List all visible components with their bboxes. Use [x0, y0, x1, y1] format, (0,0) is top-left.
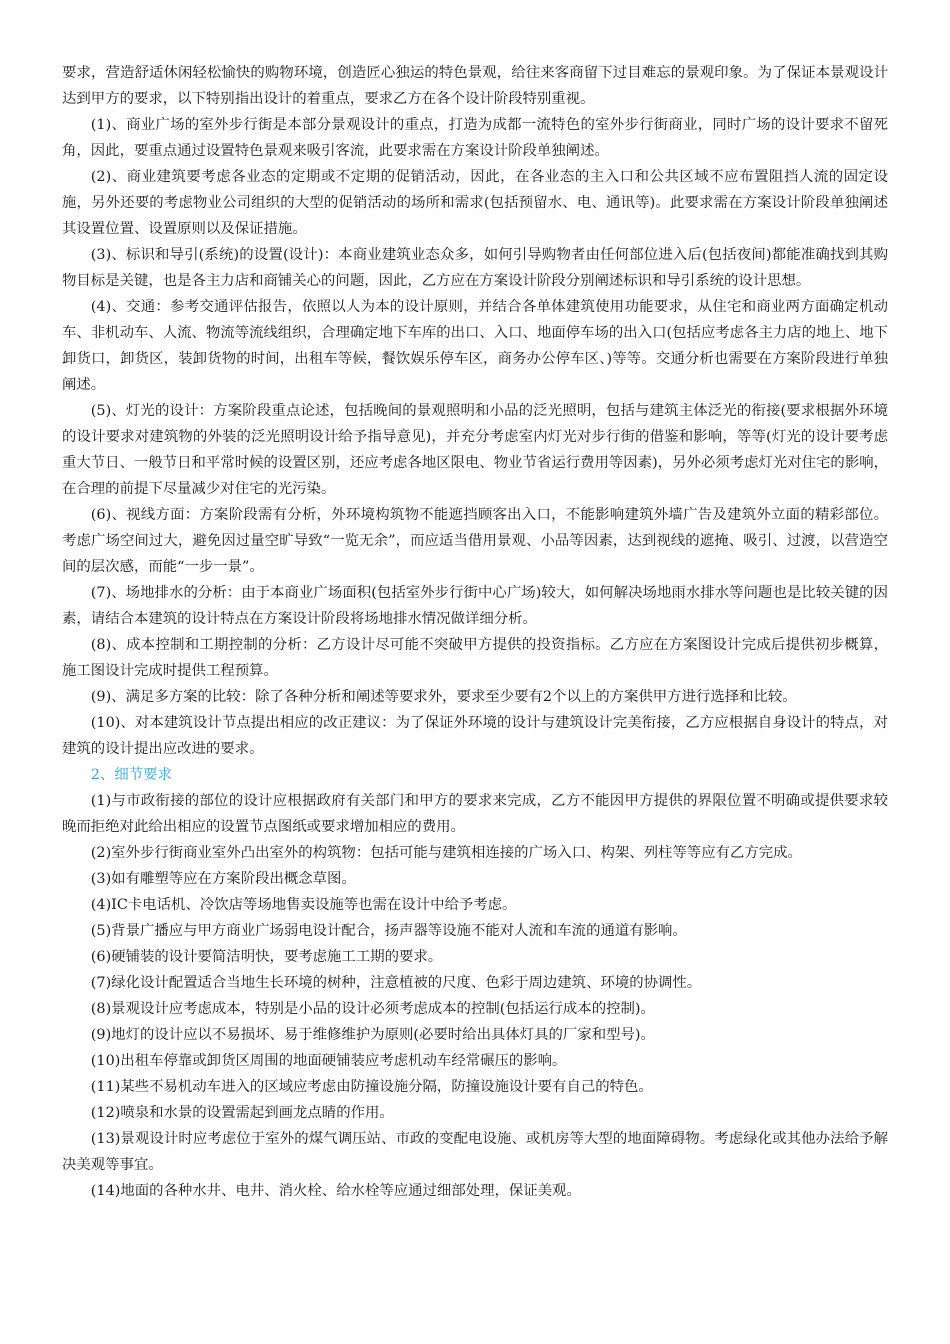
section-heading: 2、细节要求	[90, 767, 172, 783]
detail-item-5: (5)背景广播应与甲方商业广场弱电设计配合，扬声器等设施不能对人流和车流的通道有影响。	[90, 923, 687, 939]
detail-item-2: (2)室外步行街商业室外凸出室外的构筑物：包括可能与建筑相连接的广场入口、构架、列柱等等应有乙方完成。	[90, 845, 802, 861]
focus-point-7: (7)、场地排水的分析：由于本商业广场面积(包括室外步行街中心广场)较大，如何解决场地雨水排水等问题也是比较关键的因素，请结合本建筑的设计特点在方案设计阶段将场地排水情况做详细分析。	[62, 585, 888, 627]
detail-item-8: (8)景观设计应考虑成本，特别是小品的设计必须考虑成本的控制(包括运行成本的控制)。	[90, 1001, 655, 1017]
focus-point-4: (4)、交通：参考交通评估报告，依照以人为本的设计原则，并结合各单体建筑使用功能要求，从住宅和商业两方面确定机动车、非机动车、人流、物流等流线组织，合理确定地下车库的出口、入口、地面停车场的出入口(包括应考虑各主力店的地上、地下卸货口，卸货区，装卸货物的时间，出租车等候，餐饮娱乐停车区，商务办公停车区、)等等。交通分析也需要在方案阶段进行单独阐述。	[62, 299, 888, 393]
detail-item-6: (6)硬铺装的设计要简洁明快，要考虑施工工期的要求。	[90, 949, 443, 965]
detail-item-9: (9)地灯的设计应以不易损坏、易于维修维护为原则(必要时给出具体灯具的厂家和型号)。	[90, 1027, 655, 1043]
detail-item-7: (7)绿化设计配置适合当地生长环境的树种，注意植被的尺度、色彩于周边建筑、环境的协调性。	[90, 975, 702, 991]
detail-item-4: (4)IC卡电话机、冷饮店等场地售卖设施等也需在设计中给予考虑。	[90, 897, 517, 913]
detail-item-14: (14)地面的各种水井、电井、消火栓、给水栓等应通过细部处理，保证美观。	[90, 1183, 581, 1199]
focus-point-5: (5)、灯光的设计：方案阶段重点论述，包括晚间的景观照明和小品的泛光照明，包括与建筑主体泛光的衔接(要求根据外环境的设计要求对建筑物的外装的泛光照明设计给予指导意见)，并充分考虑室内灯光对步行街的借鉴和影响，等等(灯光的设计要考虑重大节日、一般节日和平常时候的设置区别，还应考虑各地区限电、物业节省运行费用等因素)，另外必须考虑灯光对住宅的影响，在合理的前提下尽量减少对住宅的光污染。	[62, 403, 888, 497]
detail-item-3: (3)如有雕塑等应在方案阶段出概念草图。	[90, 871, 356, 887]
focus-point-3: (3)、标识和导引(系统)的设置(设计)：本商业建筑业态众多，如何引导购物者由任何部位进入后(包括夜间)都能准确找到其购物目标是关键，也是各主力店和商铺关心的问题，因此，乙方应在方案设计阶段分别阐述标识和导引系统的设计思想。	[62, 247, 888, 289]
detail-item-12: (12)喷泉和水景的设置需起到画龙点睛的作用。	[90, 1105, 394, 1121]
focus-point-2: (2)、商业建筑要考虑各业态的定期或不定期的促销活动，因此，在各业态的主入口和公共区域不应布置阻挡人流的固定设施，另外还要的考虑物业公司组织的大型的促销活动的场所和需求(包括预留水、电、通讯等)。此要求需在方案设计阶段单独阐述其设置位置、设置原则以及保证措施。	[62, 169, 888, 237]
focus-point-6: (6)、视线方面：方案阶段需有分析，外环境构筑物不能遮挡顾客出入口，不能影响建筑外墙广告及建筑外立面的精彩部位。考虑广场空间过大，避免因过量空旷导致“一览无余”，而应适当借用景观、小品等因素，达到视线的遮掩、吸引、过渡，以营造空间的层次感，而能“一步一景”。	[62, 507, 888, 575]
focus-point-10: (10)、对本建筑设计节点提出相应的改正建议：为了保证外环境的设计与建筑设计完美衔接，乙方应根据自身设计的特点，对建筑的设计提出应改进的要求。	[62, 715, 888, 757]
detail-item-1: (1)与市政衔接的部位的设计应根据政府有关部门和甲方的要求来完成，乙方不能因甲方提供的界限位置不明确或提供要求较晚而拒绝对此给出相应的设置节点图纸或要求增加相应的费用。	[62, 793, 888, 835]
detail-item-11: (11)某些不易机动车进入的区域应考虑由防撞设施分隔，防撞设施设计要有自己的特色。	[90, 1079, 653, 1095]
detail-item-13: (13)景观设计时应考虑位于室外的煤气调压站、市政的变配电设施、或机房等大型的地面障碍物。考虑绿化或其他办法给予解决美观等事宜。	[62, 1131, 888, 1173]
document-page	[62, 60, 888, 1204]
detail-item-10: (10)出租车停靠或卸货区周围的地面硬铺装应考虑机动车经常碾压的影响。	[90, 1053, 567, 1069]
focus-point-9: (9)、满足多方案的比较：除了各种分析和阐述等要求外，要求至少要有2个以上的方案供甲方进行选择和比较。	[90, 689, 797, 705]
focus-point-1: (1)、商业广场的室外步行街是本部分景观设计的重点，打造为成都一流特色的室外步行街商业，同时广场的设计要求不留死角，因此，要重点通过设置特色景观来吸引客流，此要求需在方案设计阶段单独阐述。	[62, 117, 888, 159]
intro-paragraph: 要求，营造舒适休闲轻松愉快的购物环境，创造匠心独运的特色景观，给往来客商留下过目难忘的景观印象。为了保证本景观设计达到甲方的要求，以下特别指出设计的着重点，要求乙方在各个设计阶段特别重视。	[62, 65, 888, 107]
focus-point-8: (8)、成本控制和工期控制的分析：乙方设计尽可能不突破甲方提供的投资指标。乙方应在方案图设计完成后提供初步概算，施工图设计完成时提供工程预算。	[62, 637, 888, 679]
